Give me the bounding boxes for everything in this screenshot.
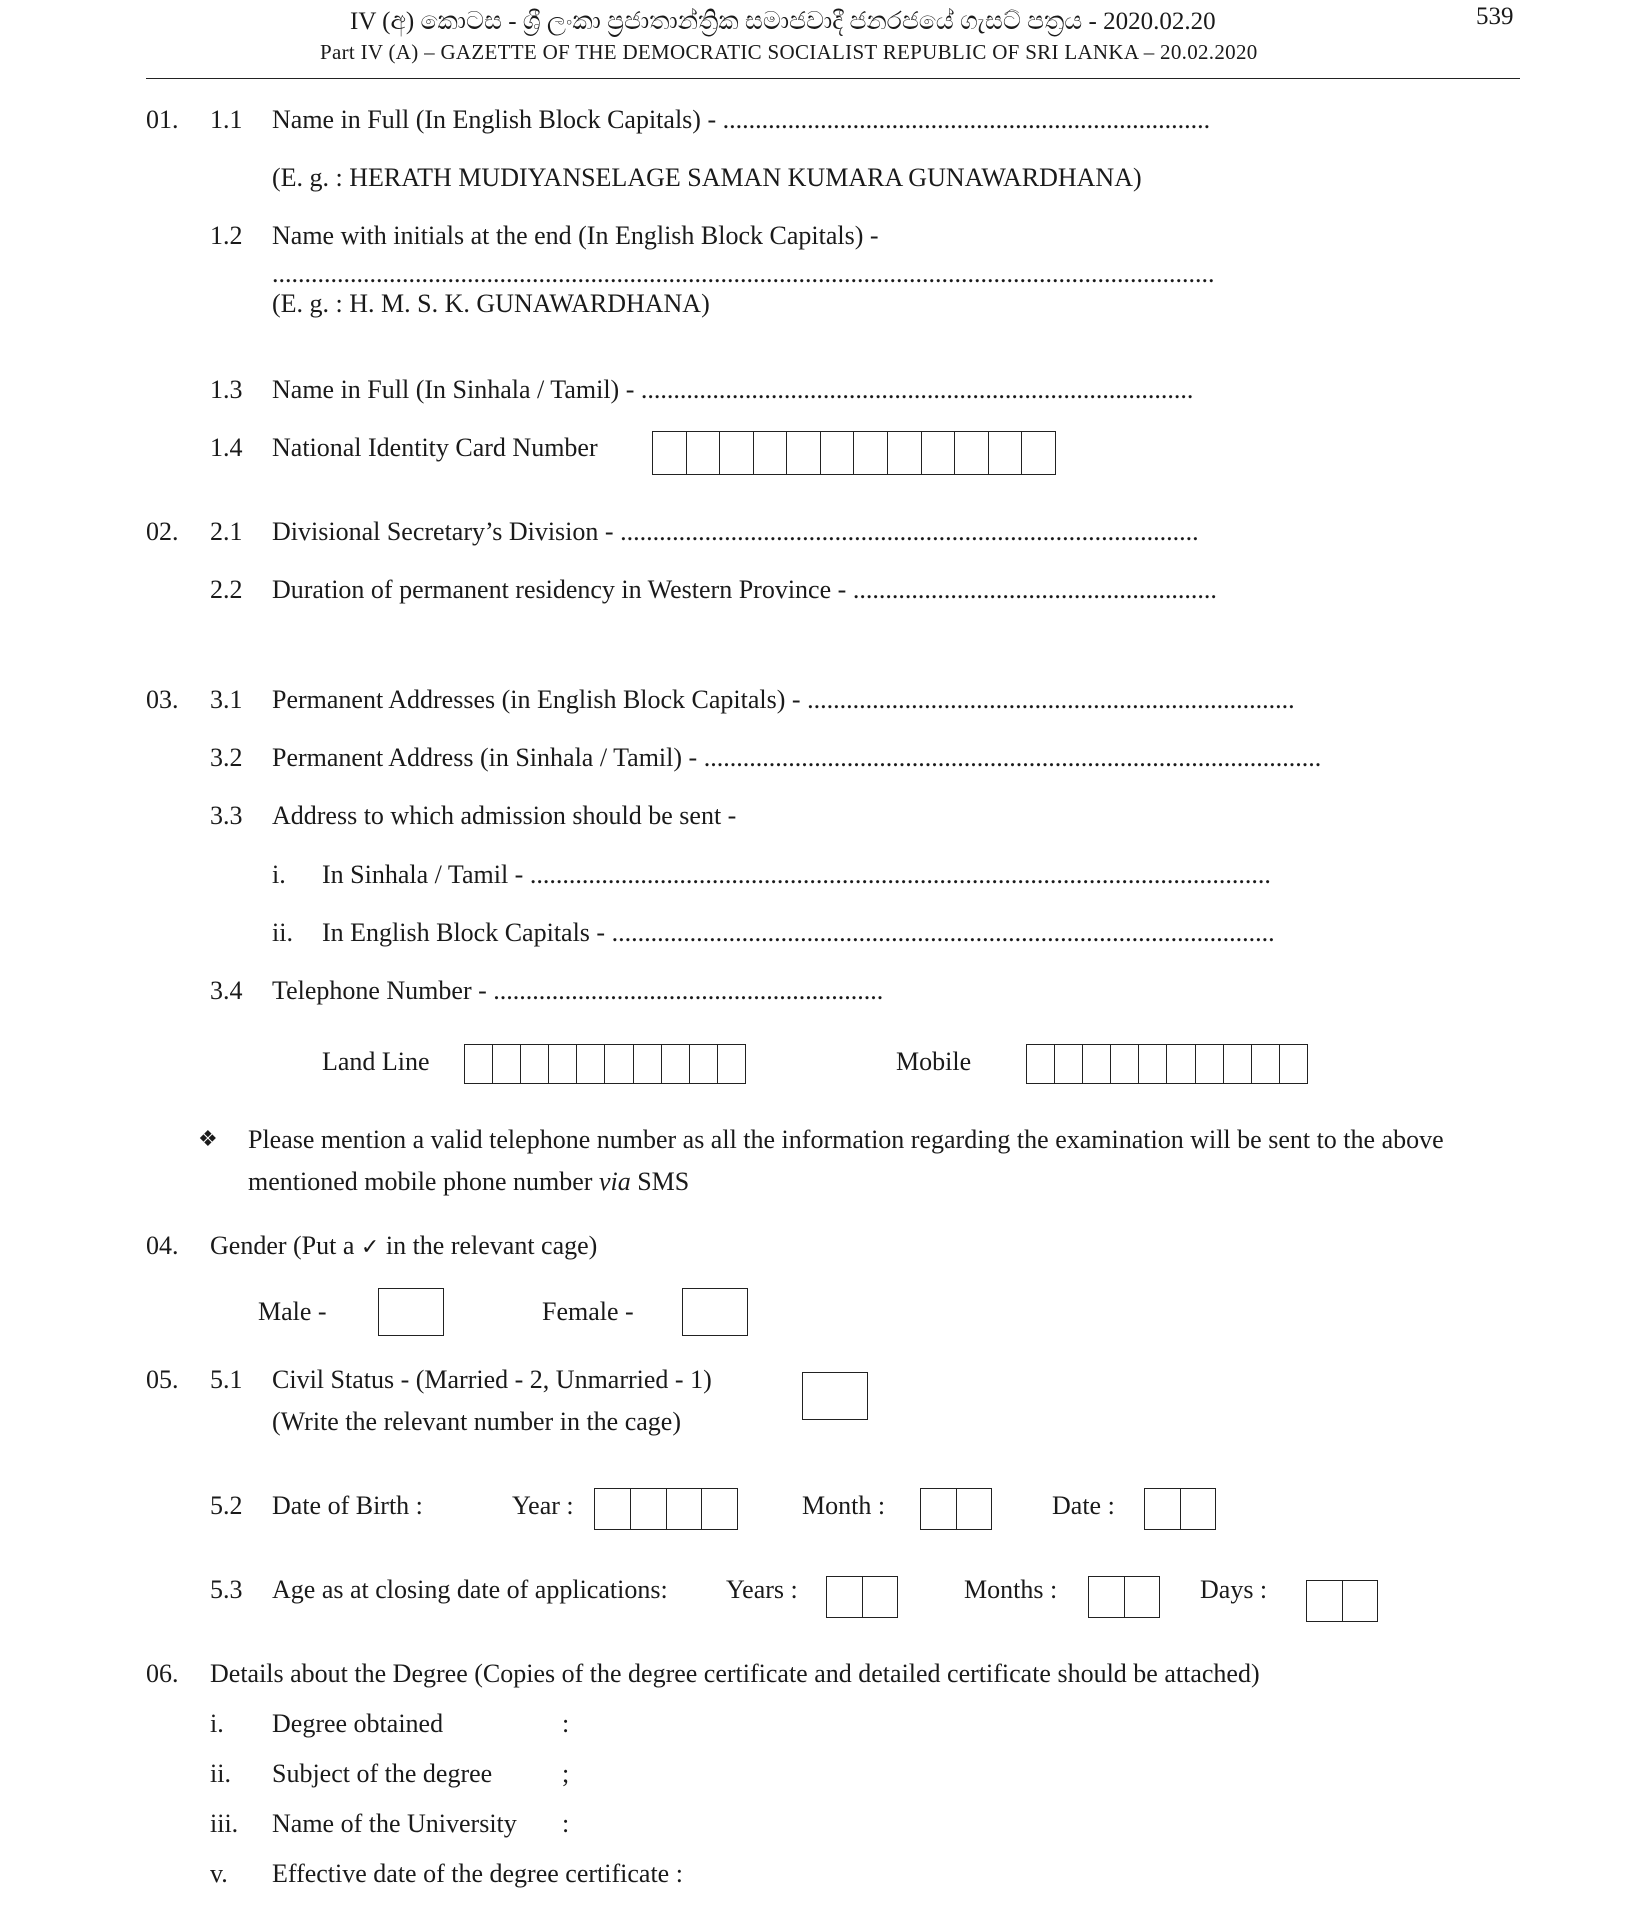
degree-obtained-label: Degree obtained: [272, 1709, 444, 1738]
degree-details-label: Details about the Degree (Copies of the degree certificate and detailed certificate should be attached): [210, 1659, 1260, 1688]
admission-address-english-label: In English Block Capitals -: [322, 918, 606, 947]
input-cell[interactable]: [577, 1045, 605, 1083]
fill-dots: ...........................................................................: [807, 685, 1295, 714]
permanent-address-english-field[interactable]: [272, 684, 1295, 716]
input-cell[interactable]: [1252, 1045, 1280, 1083]
input-cell[interactable]: [1083, 1045, 1111, 1083]
page-number: 539: [1476, 3, 1514, 30]
birth-month-label: Month :: [802, 1491, 886, 1520]
item-number-3-3: 3.3: [210, 801, 243, 830]
input-cell[interactable]: [827, 1577, 863, 1617]
input-cell[interactable]: [787, 432, 821, 474]
input-cell[interactable]: [1196, 1045, 1224, 1083]
gazette-header-sinhala: IV (අ) කොටස - ශ්‍රී ලංකා ප්‍රජාතාන්ත්‍රික සමාජවාදී ජනරජයේ ගැසට් පත්‍රය - 2020.02.20: [350, 8, 1216, 35]
item-number-1-3: 1.3: [210, 375, 243, 404]
fill-dots: ......................................................................................................: [611, 918, 1275, 947]
nic-label: National Identity Card Number: [272, 433, 598, 462]
section-number-05: 05.: [146, 1365, 179, 1394]
degree-item-number: iii.: [210, 1809, 239, 1838]
admission-address-sinhala-label: In Sinhala / Tamil -: [322, 860, 524, 889]
item-number-5-1: 5.1: [210, 1365, 243, 1394]
input-cell[interactable]: [1089, 1577, 1125, 1617]
date-of-birth-label: Date of Birth :: [272, 1491, 423, 1520]
civil-status-label: Civil Status - (Married - 2, Unmarried - 1): [272, 1365, 712, 1394]
permanent-address-english-label: Permanent Addresses (in English Block Capitals) -: [272, 685, 801, 714]
note-text: mentioned mobile phone number: [248, 1167, 599, 1196]
note-text: SMS: [630, 1167, 690, 1196]
input-cell[interactable]: [1022, 432, 1055, 474]
female-label: Female -: [542, 1297, 634, 1326]
input-cell[interactable]: [718, 1045, 745, 1083]
birth-year-label: Year :: [512, 1491, 574, 1520]
section-number-06: 06.: [146, 1659, 179, 1688]
input-cell[interactable]: [854, 432, 888, 474]
gazette-header-english: Part IV (A) – GAZETTE OF THE DEMOCRATIC SOCIALIST REPUBLIC OF SRI LANKA – 20.02.2020: [320, 40, 1258, 64]
input-cell[interactable]: [662, 1045, 690, 1083]
item-number-2-2: 2.2: [210, 575, 243, 604]
fill-dots: ...........................................................................: [722, 105, 1211, 134]
item-number-1-2: 1.2: [210, 221, 243, 250]
full-name-english-label: Name in Full (In English Block Capitals) -: [272, 105, 717, 134]
input-cell[interactable]: [1111, 1045, 1139, 1083]
university-name-field[interactable]: :: [562, 1809, 570, 1838]
name-with-initials-example: (E. g. : H. M. S. K. GUNAWARDHANA): [272, 289, 710, 318]
input-cell[interactable]: [521, 1045, 549, 1083]
degree-item-number: i.: [210, 1709, 224, 1738]
input-cell[interactable]: [989, 432, 1023, 474]
telephone-note-line1: Please mention a valid telephone number as all the information regarding the examination will be sent to the above: [248, 1125, 1444, 1154]
university-name-label: Name of the University: [272, 1809, 517, 1838]
degree-obtained-field[interactable]: :: [562, 1709, 570, 1738]
full-name-english-field[interactable]: [272, 104, 1210, 136]
fill-dots: .................................................................................................................................................: [272, 259, 1215, 288]
fill-dots: .........................................................................................: [620, 517, 1199, 546]
input-cell[interactable]: [720, 432, 754, 474]
input-cell[interactable]: [1125, 1577, 1160, 1617]
input-cell[interactable]: [821, 432, 855, 474]
land-line-label: Land Line: [322, 1047, 430, 1076]
sub-item-number-ii: ii.: [272, 918, 293, 947]
item-number-3-1: 3.1: [210, 685, 243, 714]
input-cell[interactable]: [493, 1045, 521, 1083]
input-cell[interactable]: [1139, 1045, 1167, 1083]
header-rule: [146, 78, 1520, 79]
item-number-3-4: 3.4: [210, 976, 243, 1005]
item-number-5-2: 5.2: [210, 1491, 243, 1520]
fill-dots: ........................................................: [852, 575, 1217, 604]
permanent-address-sinhala-label: Permanent Address (in Sinhala / Tamil) -: [272, 743, 698, 772]
civil-status-note: (Write the relevant number in the cage): [272, 1407, 681, 1436]
input-cell[interactable]: [1027, 1045, 1055, 1083]
divisional-secretary-field[interactable]: [272, 516, 1199, 548]
note-bullet-icon: ❖: [198, 1127, 218, 1152]
full-name-sinhala-label: Name in Full (In Sinhala / Tamil) -: [272, 375, 635, 404]
input-cell[interactable]: [653, 432, 687, 474]
input-cell[interactable]: [1280, 1045, 1307, 1083]
age-days-boxes[interactable]: [1306, 1580, 1378, 1622]
input-cell[interactable]: [634, 1045, 662, 1083]
female-checkbox[interactable]: [682, 1288, 748, 1336]
input-cell[interactable]: [631, 1489, 667, 1529]
item-number-1-4: 1.4: [210, 433, 243, 462]
input-cell[interactable]: [1055, 1045, 1083, 1083]
age-days-label: Days :: [1200, 1575, 1268, 1604]
telephone-note-line2: [248, 1166, 689, 1198]
full-name-example: (E. g. : HERATH MUDIYANSELAGE SAMAN KUMARA GUNAWARDHANA): [272, 163, 1142, 192]
input-cell[interactable]: [1167, 1045, 1195, 1083]
admission-address-label: Address to which admission should be sent -: [272, 801, 737, 830]
note-via: via: [598, 1167, 631, 1196]
mobile-label: Mobile: [896, 1047, 972, 1076]
telephone-number-field[interactable]: [272, 975, 883, 1007]
section-number-02: 02.: [146, 517, 179, 546]
input-cell[interactable]: [922, 432, 956, 474]
tick-icon: ✓: [360, 1235, 380, 1260]
input-cell[interactable]: [690, 1045, 718, 1083]
degree-item-number: v.: [210, 1859, 228, 1888]
nic-number-boxes[interactable]: [652, 431, 1056, 475]
input-cell[interactable]: [667, 1489, 703, 1529]
degree-subject-field[interactable]: ;: [562, 1759, 570, 1788]
input-cell[interactable]: [957, 1489, 992, 1529]
age-months-label: Months :: [964, 1575, 1058, 1604]
birth-year-boxes[interactable]: [594, 1488, 738, 1530]
civil-status-box[interactable]: [802, 1372, 868, 1420]
admission-address-sinhala-field[interactable]: [322, 859, 1271, 891]
name-with-initials-field[interactable]: [272, 258, 1215, 290]
residency-duration-label: Duration of permanent residency in Western Province -: [272, 575, 847, 604]
item-number-5-3: 5.3: [210, 1575, 243, 1604]
input-cell[interactable]: [1224, 1045, 1252, 1083]
input-cell[interactable]: [1181, 1489, 1216, 1529]
gender-label-b: in the relevant cage): [379, 1231, 598, 1260]
input-cell[interactable]: [1343, 1581, 1378, 1621]
age-years-label: Years :: [726, 1575, 798, 1604]
age-months-boxes[interactable]: [1088, 1576, 1160, 1618]
input-cell[interactable]: [888, 432, 922, 474]
male-checkbox[interactable]: [378, 1288, 444, 1336]
mobile-boxes[interactable]: [1026, 1044, 1308, 1084]
item-number-2-1: 2.1: [210, 517, 243, 546]
degree-item-number: ii.: [210, 1759, 231, 1788]
input-cell[interactable]: [921, 1489, 957, 1529]
birth-date-boxes[interactable]: [1144, 1488, 1216, 1530]
input-cell[interactable]: [863, 1577, 898, 1617]
degree-subject-label: Subject of the degree: [272, 1759, 493, 1788]
input-cell[interactable]: [549, 1045, 577, 1083]
male-label: Male -: [258, 1297, 327, 1326]
fill-dots: ..................................................................................................................: [529, 860, 1271, 889]
residency-duration-field[interactable]: [272, 574, 1217, 606]
admission-address-english-field[interactable]: [322, 917, 1275, 949]
section-number-03: 03.: [146, 685, 179, 714]
gender-label-a: Gender (Put a: [210, 1231, 361, 1260]
input-cell[interactable]: [1145, 1489, 1181, 1529]
degree-effective-date-label: Effective date of the degree certificate :: [272, 1859, 683, 1888]
section-number-04: 04.: [146, 1231, 179, 1260]
item-number-3-2: 3.2: [210, 743, 243, 772]
name-with-initials-label: Name with initials at the end (In English Block Capitals) -: [272, 221, 879, 250]
input-cell[interactable]: [1307, 1581, 1343, 1621]
land-line-boxes[interactable]: [464, 1044, 746, 1084]
telephone-number-label: Telephone Number -: [272, 976, 487, 1005]
input-cell[interactable]: [465, 1045, 493, 1083]
age-years-boxes[interactable]: [826, 1576, 898, 1618]
age-label: Age as at closing date of applications:: [272, 1575, 668, 1604]
input-cell[interactable]: [605, 1045, 633, 1083]
input-cell[interactable]: [754, 432, 788, 474]
section-number-01: 01.: [146, 105, 179, 134]
input-cell[interactable]: [955, 432, 989, 474]
sub-item-number-i: i.: [272, 860, 286, 889]
divisional-secretary-label: Divisional Secretary’s Division -: [272, 517, 614, 546]
fill-dots: ...............................................................................................: [703, 743, 1322, 772]
input-cell[interactable]: [595, 1489, 631, 1529]
birth-month-boxes[interactable]: [920, 1488, 992, 1530]
full-name-sinhala-field[interactable]: [272, 374, 1193, 406]
input-cell[interactable]: [702, 1489, 737, 1529]
permanent-address-sinhala-field[interactable]: [272, 742, 1321, 774]
fill-dots: ............................................................: [493, 976, 884, 1005]
input-cell[interactable]: [687, 432, 721, 474]
item-number-1-1: 1.1: [210, 105, 243, 134]
fill-dots: .....................................................................................: [640, 375, 1194, 404]
birth-date-label: Date :: [1052, 1491, 1115, 1520]
gender-label: [210, 1230, 597, 1264]
